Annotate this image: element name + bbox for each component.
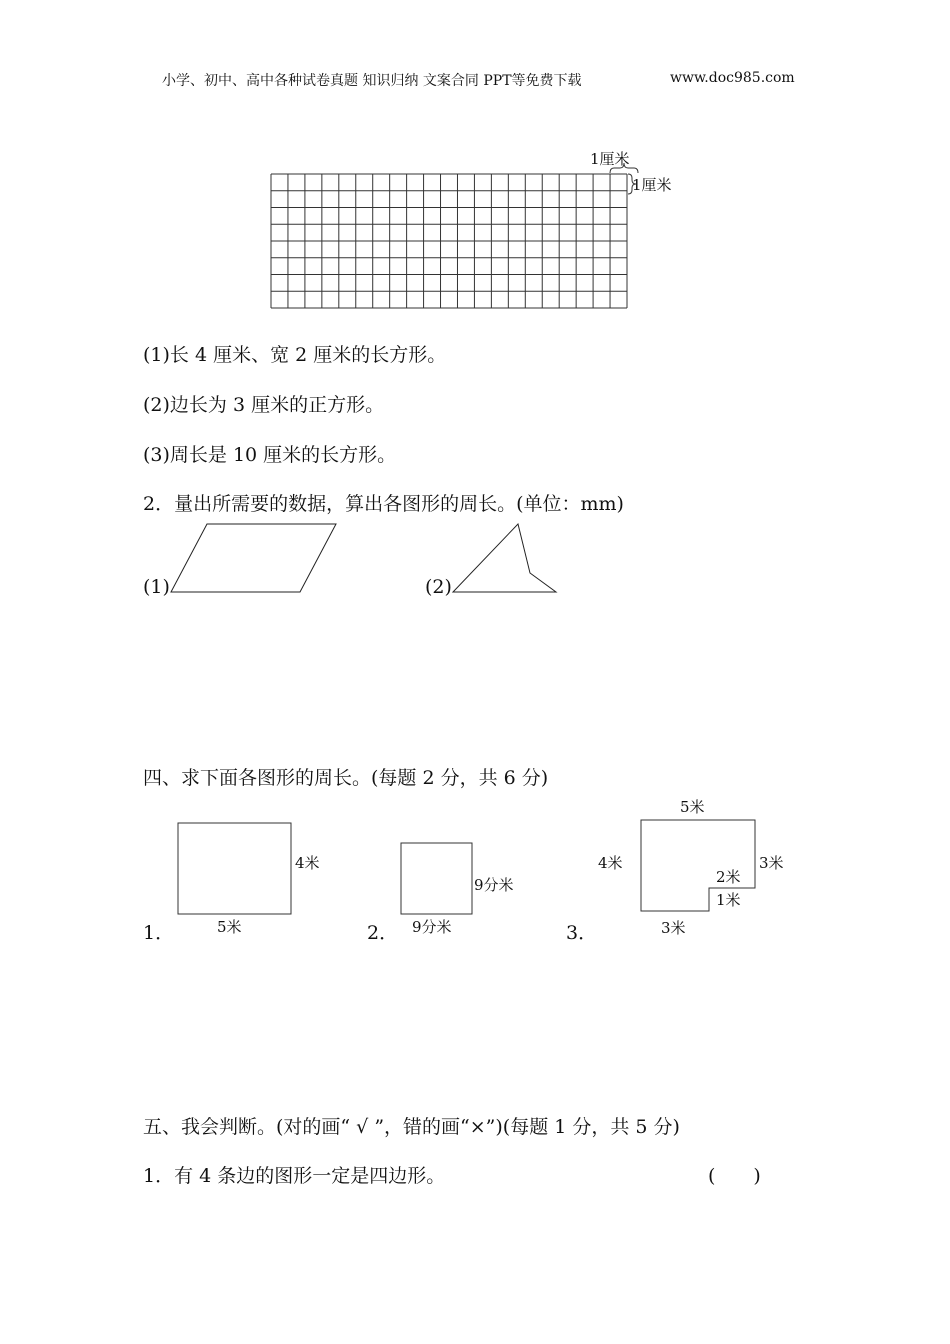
grid-label-top: 1厘米	[590, 150, 630, 168]
fig3-number: 3．	[566, 922, 598, 944]
q2-fig2-label: (2)	[425, 576, 452, 598]
fig1-side: 4米	[295, 854, 320, 872]
q2-title: 2．量出所需要的数据，算出各图形的周长。(单位：mm)	[143, 493, 624, 515]
fig3-left: 4米	[598, 854, 623, 872]
header-text: 小学、初中、高中各种试卷真题 知识归纳 文案合同 PPT等免费下载	[162, 73, 582, 89]
header-url[interactable]: www.doc985.com	[670, 70, 795, 86]
fig2-side: 9分米	[474, 876, 514, 894]
parallelogram	[171, 524, 336, 592]
square-figure	[401, 843, 472, 914]
q1-item: (3)周长是 10 厘米的长方形。	[143, 444, 397, 466]
judge-item: 1．有 4 条边的图形一定是四边形。	[143, 1165, 446, 1187]
grid-label-side: 1厘米	[632, 176, 672, 194]
fig3-inner-top: 2米	[716, 868, 741, 886]
fig1-number: 1．	[143, 922, 175, 944]
rectangle-figure	[178, 823, 291, 914]
q1-item: (1)长 4 厘米、宽 2 厘米的长方形。	[143, 344, 447, 366]
section5-title: 五、我会判断。(对的画“ √ ”，错的画“×”)(每题 1 分，共 5 分)	[143, 1116, 680, 1138]
fig1-bottom: 5米	[217, 918, 242, 936]
q2-fig1-label: (1)	[143, 576, 170, 598]
q1-item: (2)边长为 3 厘米的正方形。	[143, 394, 385, 416]
answer-blank[interactable]: ( )	[708, 1165, 761, 1187]
fig3-top: 5米	[680, 798, 705, 816]
centimeter-grid	[271, 174, 627, 308]
fig3-right: 3米	[759, 854, 784, 872]
quadrilateral	[453, 524, 556, 592]
fig3-inner-side: 1米	[716, 891, 741, 909]
fig3-bottom: 3米	[661, 919, 686, 937]
fig2-bottom: 9分米	[412, 918, 452, 936]
fig2-number: 2．	[367, 922, 399, 944]
section4-title: 四、求下面各图形的周长。(每题 2 分，共 6 分)	[143, 767, 549, 789]
